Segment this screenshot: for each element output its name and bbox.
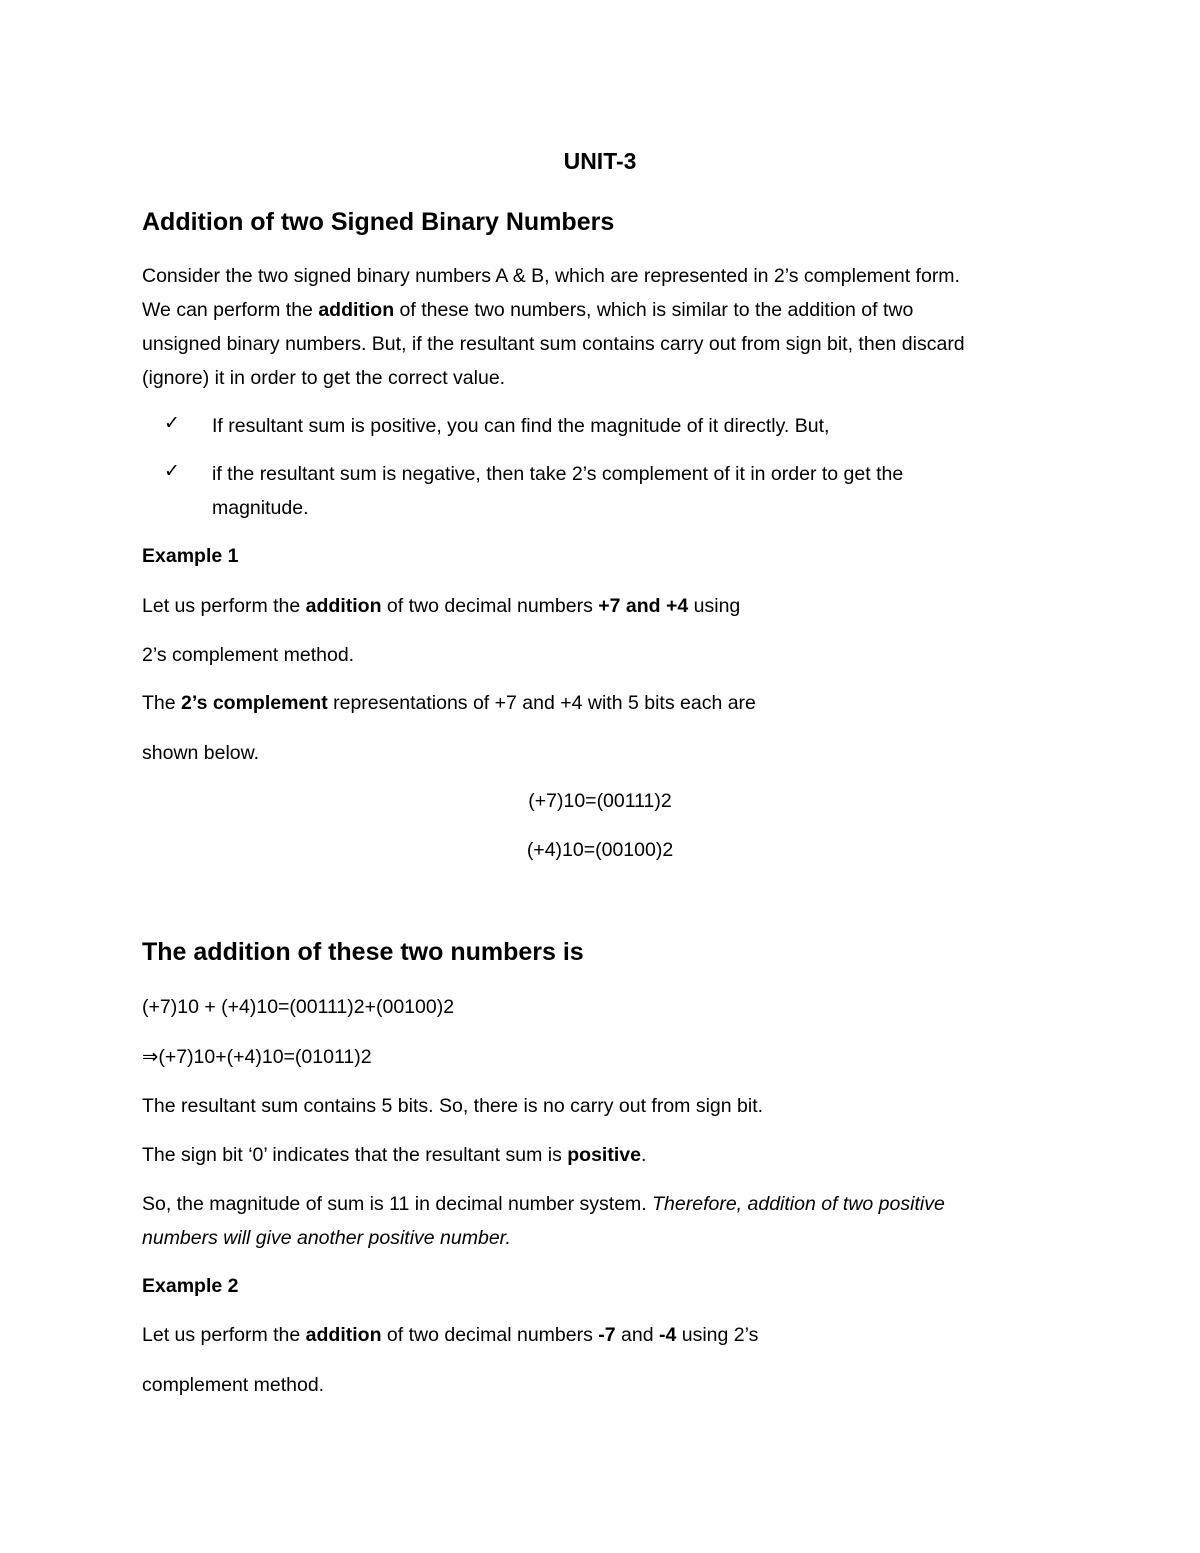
bullet-1: If resultant sum is positive, you can find the magnitude of it directly. But,	[212, 415, 830, 437]
section-heading: Addition of two Signed Binary Numbers	[142, 208, 615, 236]
example-1-line-1: Let us perform the addition of two decimal numbers +7 and +4 using	[142, 595, 741, 617]
example-1-label: Example 1	[142, 545, 239, 567]
addition-step-2: ⇒(+7)10+(+4)10=(01011)2	[142, 1046, 372, 1068]
intro-line-1: Consider the two signed binary numbers A & B, which are represented in 2’s complement form.	[142, 265, 960, 287]
example-1-line-4: shown below.	[142, 742, 260, 764]
equation-2: (+4)10=(00100)2	[526, 839, 674, 861]
check-icon: ✓	[164, 461, 180, 482]
example-2-line-2: complement method.	[142, 1374, 325, 1396]
bullet-2-line-1: if the resultant sum is negative, then take 2’s complement of it in order to get the	[212, 463, 904, 485]
bullet-2-line-2: magnitude.	[212, 497, 309, 519]
intro-line-4: (ignore) it in order to get the correct value.	[142, 367, 506, 389]
addition-step-3: The resultant sum contains 5 bits. So, there is no carry out from sign bit.	[142, 1095, 764, 1117]
unit-title: UNIT-3	[563, 148, 637, 174]
addition-step-1: (+7)10 + (+4)10=(00111)2+(00100)2	[142, 996, 455, 1018]
addition-step-5: So, the magnitude of sum is 11 in decimal number system. Therefore, addition of two positive	[142, 1193, 945, 1215]
addition-heading: The addition of these two numbers is	[142, 938, 584, 966]
example-1-line-3: The 2’s complement representations of +7 and +4 with 5 bits each are	[142, 692, 756, 714]
check-icon: ✓	[164, 413, 180, 434]
addition-step-6: numbers will give another positive number.	[142, 1227, 511, 1249]
intro-line-2: We can perform the addition of these two numbers, which is similar to the addition of two	[142, 299, 914, 321]
equation-1: (+7)10=(00111)2	[528, 790, 672, 812]
example-2-label: Example 2	[142, 1275, 239, 1297]
intro-line-3: unsigned binary numbers. But, if the resultant sum contains carry out from sign bit, then discard	[142, 333, 965, 355]
addition-step-4: The sign bit ‘0’ indicates that the resultant sum is positive.	[142, 1144, 647, 1166]
example-1-line-2: 2’s complement method.	[142, 644, 355, 666]
example-2-line-1: Let us perform the addition of two decimal numbers -7 and -4 using 2’s	[142, 1324, 759, 1346]
